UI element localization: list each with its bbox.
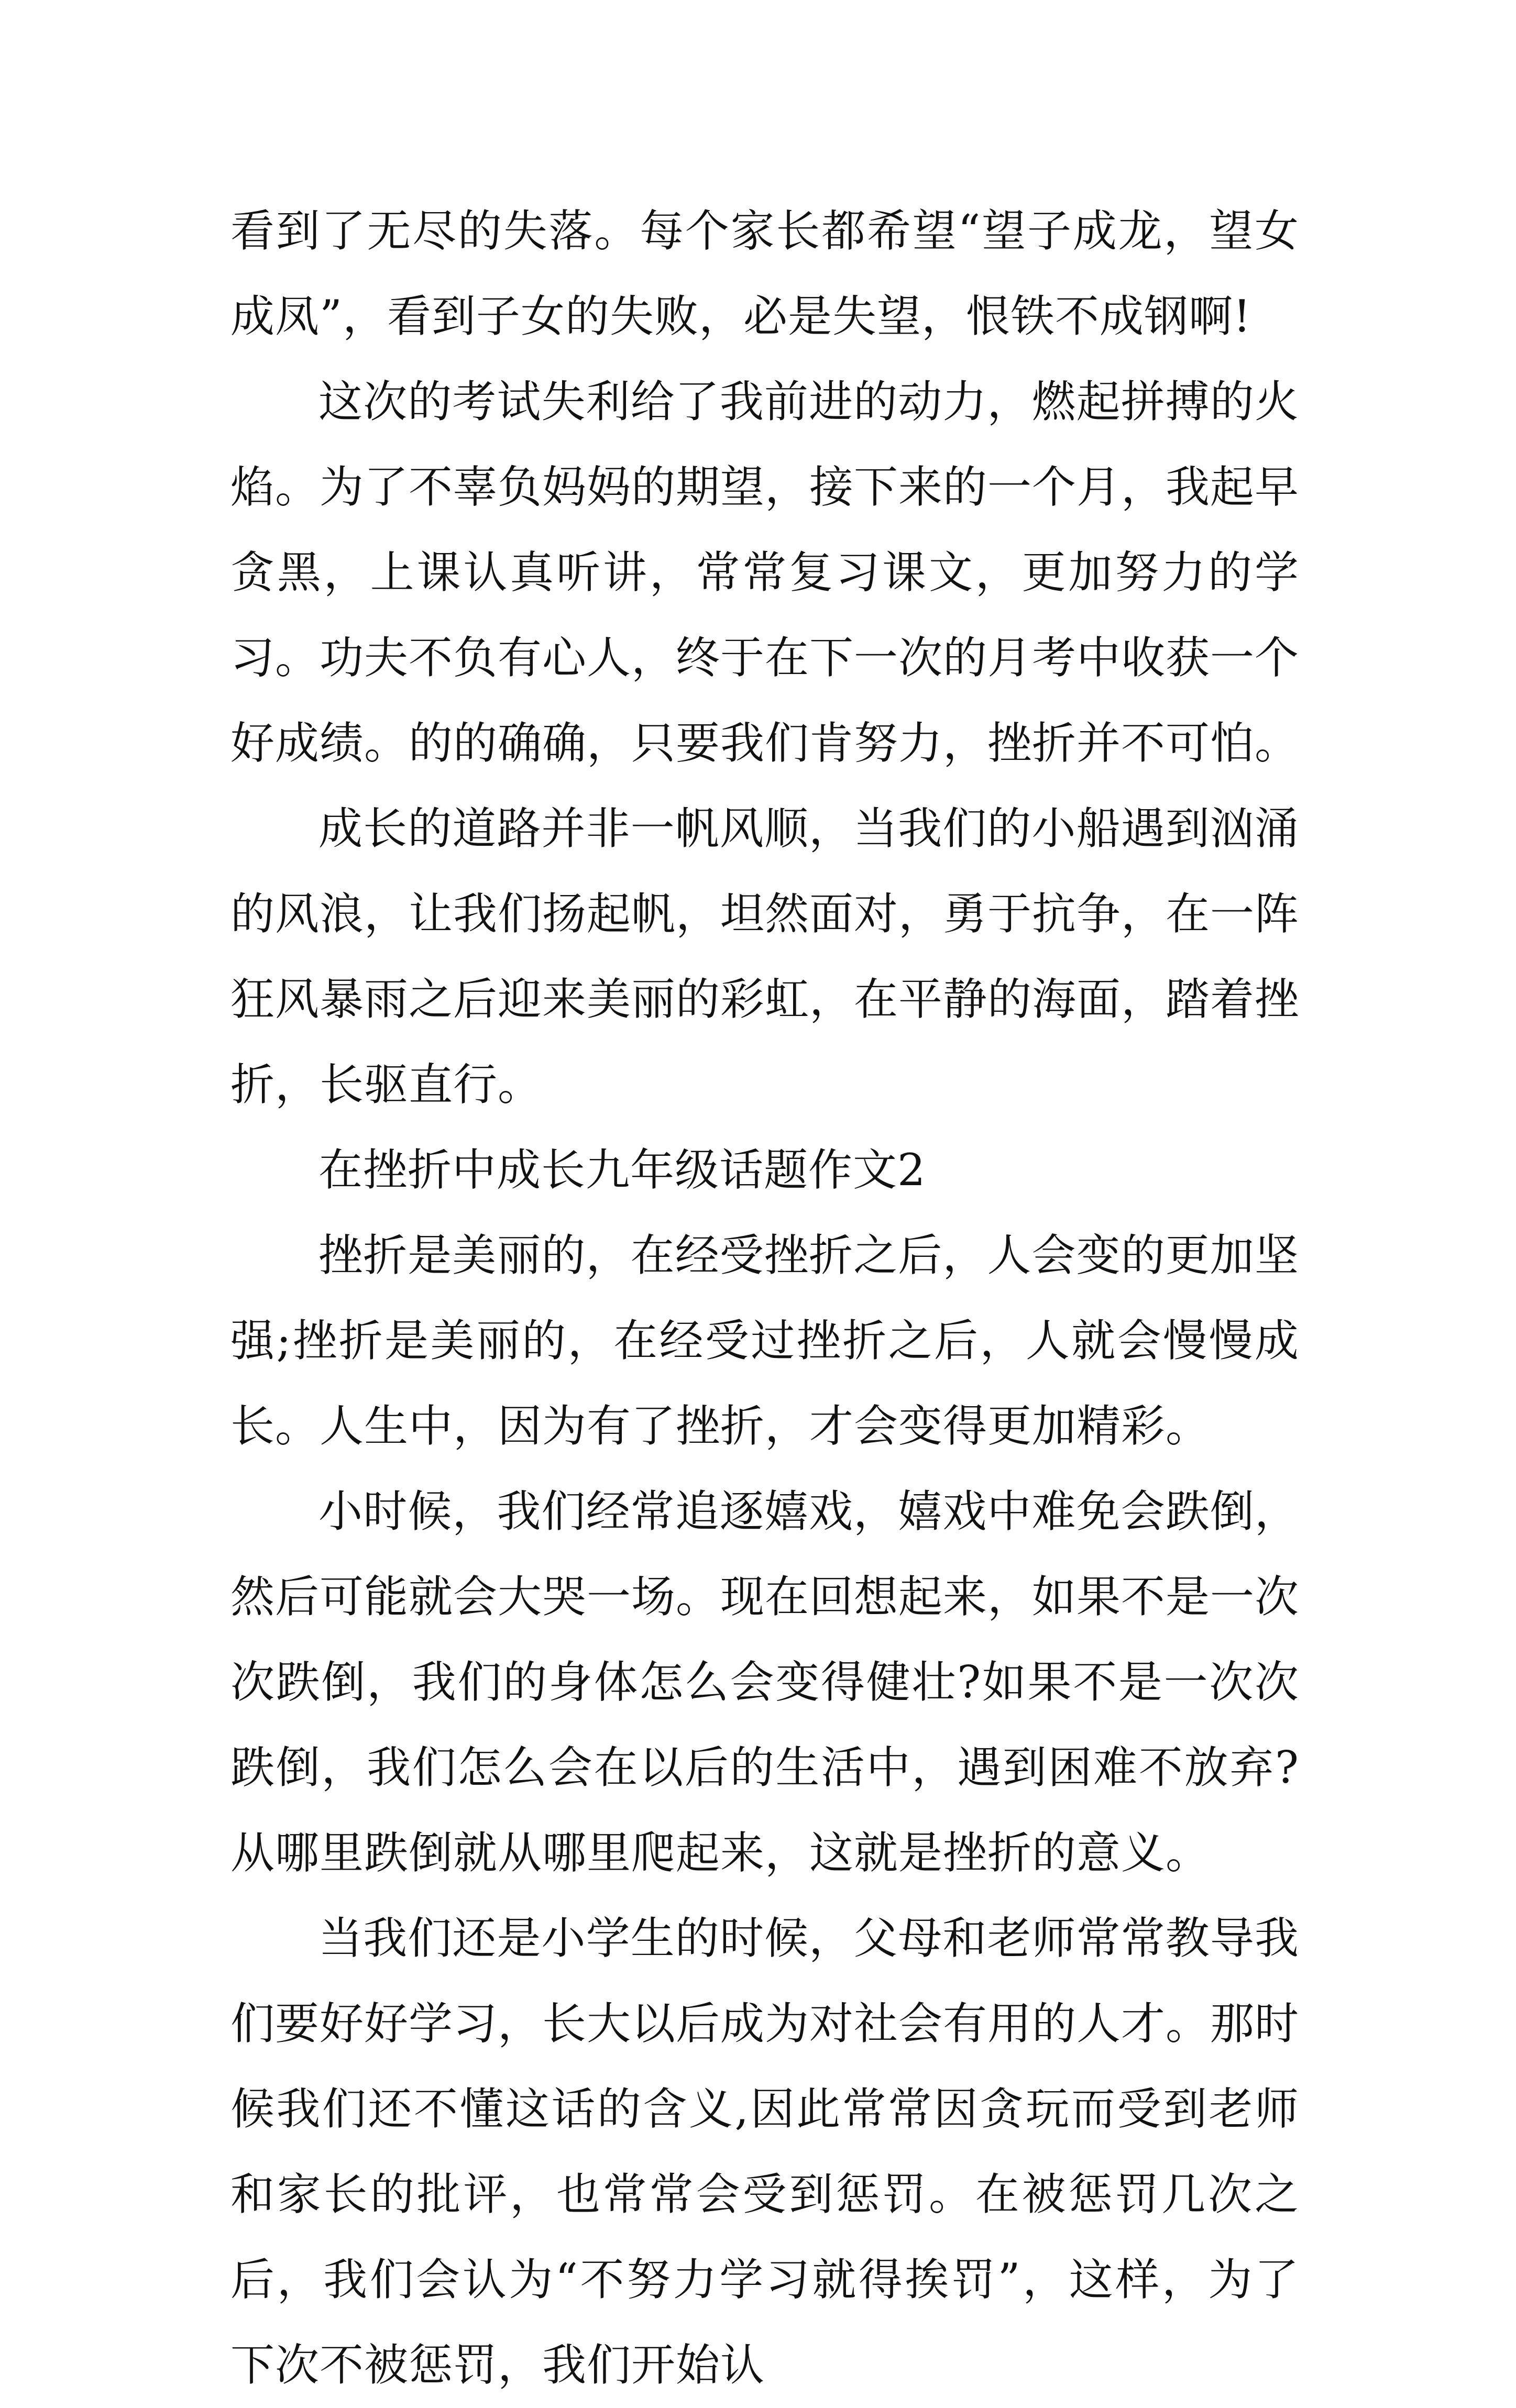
document-body: [230, 189, 1299, 2408]
paragraph-school-days: 当我们还是小学生的时候，父母和老师常常教导我们要好好学习，长大以后成为对社会有用的人才。那时候我们还不懂这话的含义,因此常常因贪玩而受到老师和家长的批评，也常常会受到惩罚。在被惩罚几次之后，我们会认为“不努力学习就得挨罚”，这样，为了下次不被惩罚，我们开始认: [230, 1913, 1300, 2391]
paragraph-exam-setback: 这次的考试失利给了我前进的动力，燃起拼搏的火焰。为了不辜负妈妈的期望，接下来的一个月，我起早贪黑，上课认真听讲，常常复习课文，更加努力的学习。功夫不负有心人，终于在下一次的月考中收获一个好成绩。的的确确，只要我们肯努力，挫折并不可怕。: [230, 376, 1300, 769]
essay-title-2: 在挫折中成长九年级话题作文2: [318, 1144, 926, 1196]
paragraph-continuation: 看到了无尽的失落。每个家长都希望“望子成龙，望女成凤”，看到子女的失败，必是失望，恨铁不成钢啊!: [230, 205, 1299, 342]
paragraph-setback-beautiful: 挫折是美丽的，在经受挫折之后，人会变的更加坚强;挫折是美丽的，在经受过挫折之后，人就会慢慢成长。人生中，因为有了挫折，才会变得更加精彩。: [230, 1230, 1299, 1452]
paragraph-childhood: 小时候，我们经常追逐嬉戏，嬉戏中难免会跌倒，然后可能就会大哭一场。现在回想起来，如果不是一次次跌倒，我们的身体怎么会变得健壮?如果不是一次次跌倒，我们怎么会在以后的生活中，遇到困难不放弃?从哪里跌倒就从哪里爬起来，这就是挫折的意义。: [230, 1486, 1300, 1879]
paragraph-growth-road: 成长的道路并非一帆风顺，当我们的小船遇到汹涌的风浪，让我们扬起帆，坦然面对，勇于抗争，在一阵狂风暴雨之后迎来美丽的彩虹，在平静的海面，踏着挫折，长驱直行。: [230, 803, 1300, 1110]
